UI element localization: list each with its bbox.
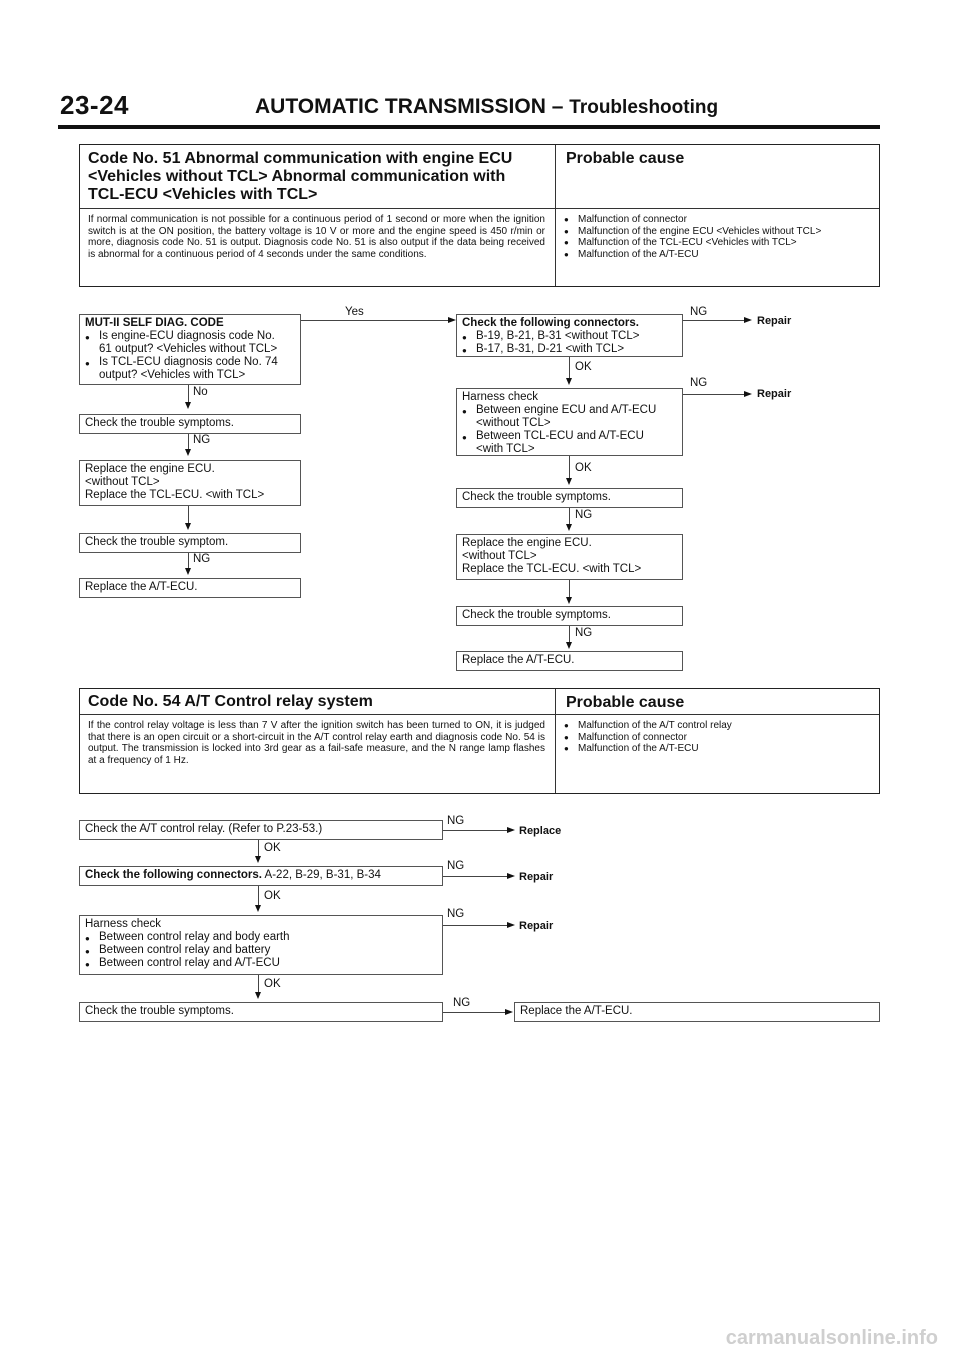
- ng-line: [443, 925, 509, 926]
- arrow-down: [185, 402, 191, 409]
- code54-probable-cause-label: Probable cause: [566, 694, 685, 711]
- code54-step2-rest: A-22, B-29, B-31, B-34: [262, 869, 381, 881]
- arrow-right: [744, 317, 752, 323]
- connector-item: ● B-17, B-31, D-21 <with TCL>: [462, 343, 677, 356]
- right-check-box-1: [456, 488, 683, 508]
- code51-description: If normal communication is not possible for a continuous period of 1 second or more when the ignition switch is at the ON position, the battery voltage is 10 V or more and the engine speed is 450 r/min or more, diagnosis code No. 51 is output. Diagnosis code No. 51 is also output if the data being received is abnormal for a continuous period of 4 seconds under the same conditions.: [88, 214, 545, 260]
- header-rule: [58, 125, 880, 129]
- repair-action: Repair: [519, 920, 554, 932]
- ng-label: NG: [447, 815, 465, 827]
- arrow-right: [448, 317, 456, 323]
- arrow-down: [255, 992, 261, 999]
- repair-action: Repair: [519, 871, 554, 883]
- code54-step1-box: [79, 820, 443, 840]
- repair-action: Repair: [757, 315, 792, 327]
- title-separator: –: [551, 95, 564, 118]
- right-replace-line: Replace the engine ECU.: [462, 537, 592, 549]
- code51-box: [79, 144, 880, 287]
- code54-divider: [555, 689, 556, 793]
- yes-line: [301, 320, 451, 321]
- harness-item-sub: <without TCL>: [476, 417, 551, 429]
- right-check-text-1: Check the trouble symptoms.: [462, 491, 611, 503]
- flow-line: [188, 434, 189, 450]
- left-replace-line: Replace the engine ECU.: [85, 463, 215, 475]
- code54-step2-bold: Check the following connectors.: [85, 869, 262, 881]
- left-replace-line: <without TCL>: [85, 476, 160, 488]
- cause-item: ● Malfunction of the engine ECU <Vehicles without TCL>: [564, 226, 821, 238]
- title-sub: Troubleshooting: [569, 97, 719, 118]
- ng-label: NG: [193, 553, 211, 565]
- ng-label: NG: [575, 509, 593, 521]
- ok-label: OK: [575, 462, 592, 474]
- flow-line: [258, 886, 259, 906]
- mut-item: [85, 330, 295, 356]
- left-check-text-1: Check the trouble symptoms.: [85, 417, 234, 429]
- arrow-down: [255, 856, 261, 863]
- code54-step3-box: [79, 915, 443, 975]
- cause-item: ● Malfunction of connector: [564, 214, 821, 226]
- ng-label: NG: [453, 997, 471, 1009]
- page-number: 23-24: [60, 90, 129, 120]
- arrow-down: [566, 478, 572, 485]
- right-replace-box-1: [456, 534, 683, 580]
- ng-label: NG: [193, 434, 211, 446]
- left-check-box-1: [79, 414, 301, 434]
- arrow-right: [507, 827, 515, 833]
- ok-label: OK: [264, 978, 281, 990]
- code54-box: [79, 688, 880, 794]
- page-title: [255, 95, 718, 119]
- code54-causes: [564, 720, 732, 755]
- cause-item: ● Malfunction of the A/T-ECU: [564, 249, 821, 261]
- right-check-box-2: [456, 606, 683, 626]
- ng-line: [683, 394, 746, 395]
- arrow-right: [507, 922, 515, 928]
- right-replace-text-2: Replace the A/T-ECU.: [462, 654, 575, 666]
- flow-line: [569, 357, 570, 379]
- harness-check-box: [456, 388, 683, 456]
- flow-line: [188, 506, 189, 524]
- ng-line: [443, 830, 509, 831]
- mut-item-line: Is engine-ECU diagnosis code No.: [99, 330, 275, 342]
- harness-check-title: Harness check: [462, 391, 539, 403]
- code54-step4-text: Check the trouble symptoms.: [85, 1005, 234, 1017]
- code54-step2-box: [79, 866, 443, 886]
- flow-line: [188, 553, 189, 569]
- flow-line: [188, 385, 189, 403]
- ng-label: NG: [447, 860, 465, 872]
- ok-label: OK: [264, 842, 281, 854]
- replace-atecu-box: [514, 1002, 880, 1022]
- arrow-right: [507, 873, 515, 879]
- code54-step2-text: [85, 869, 437, 882]
- ng-line: [443, 1012, 507, 1013]
- arrow-down: [566, 378, 572, 385]
- cause-item: ● Malfunction of connector: [564, 732, 732, 744]
- code51-title: Code No. 51 Abnormal communication with engine ECU <Vehicles without TCL> Abnormal communication with TCL-ECU <Vehicles with TCL>: [88, 150, 513, 203]
- code54-step3-title: Harness check: [85, 918, 162, 930]
- repair-action: Repair: [757, 388, 792, 400]
- flow-line: [569, 508, 570, 525]
- ok-label: OK: [575, 361, 592, 373]
- arrow-down: [566, 524, 572, 531]
- mut-item: [85, 356, 295, 382]
- arrow-right: [505, 1009, 513, 1015]
- left-replace-box-1: [79, 460, 301, 506]
- arrow-down: [566, 597, 572, 604]
- arrow-down: [566, 642, 572, 649]
- ng-label: NG: [575, 627, 593, 639]
- ng-label: NG: [690, 306, 708, 318]
- code54-step4-box: [79, 1002, 443, 1022]
- no-label: No: [193, 386, 208, 398]
- code51-causes: [564, 214, 821, 260]
- code54-step1-text: Check the A/T control relay. (Refer to P.23-53.): [85, 823, 323, 835]
- mut-item-line: Is TCL-ECU diagnosis code No. 74: [99, 356, 278, 368]
- yes-label: Yes: [345, 306, 364, 318]
- connector-check-title: Check the following connectors.: [462, 317, 639, 329]
- ok-label: OK: [264, 890, 281, 902]
- left-check-text-2: Check the trouble symptom.: [85, 536, 229, 548]
- harness-item: ● Between control relay and battery: [85, 944, 437, 957]
- harness-item: ● Between control relay and body earth: [85, 931, 437, 944]
- connector-item: ● B-19, B-21, B-31 <without TCL>: [462, 330, 677, 343]
- ng-label: NG: [447, 908, 465, 920]
- arrow-down: [185, 523, 191, 530]
- code51-probable-cause-label: Probable cause: [566, 150, 685, 167]
- ng-label: NG: [690, 377, 708, 389]
- watermark: carmanualsonline.info: [725, 1327, 938, 1349]
- right-replace-line: <without TCL>: [462, 550, 537, 562]
- ng-line: [443, 876, 509, 877]
- arrow-right: [744, 391, 752, 397]
- left-replace-line: Replace the TCL-ECU. <with TCL>: [85, 489, 265, 501]
- flow-line: [569, 626, 570, 643]
- code54-description: If the control relay voltage is less than 7 V after the ignition switch has been turned to ON, it is judged that there is an open circuit or a short-circuit in the A/T control relay earth and diagnosis code No. 54 is output. The transmission is locked into 3rd gear as a fail-safe measure, and the N range lamp flashes at a frequency of 1 Hz.: [88, 720, 545, 766]
- arrow-down: [185, 568, 191, 575]
- right-replace-box-2: [456, 651, 683, 671]
- mut-self-diag-box: [79, 314, 301, 385]
- connector-check-box: [456, 314, 683, 357]
- cause-item: ● Malfunction of the A/T control relay: [564, 720, 732, 732]
- flow-line: [569, 456, 570, 479]
- left-replace-text-2: Replace the A/T-ECU.: [85, 581, 198, 593]
- right-replace-line: Replace the TCL-ECU. <with TCL>: [462, 563, 642, 575]
- left-replace-box-2: [79, 578, 301, 598]
- code54-title: Code No. 54 A/T Control relay system: [88, 693, 373, 710]
- replace-atecu-text: Replace the A/T-ECU.: [520, 1005, 633, 1017]
- cause-item: ● Malfunction of the A/T-ECU: [564, 743, 732, 755]
- ng-line: [683, 320, 746, 321]
- harness-item: ● Between engine ECU and A/T-ECU: [462, 404, 677, 417]
- cause-item: ● Malfunction of the TCL-ECU <Vehicles with TCL>: [564, 237, 821, 249]
- harness-item: ● Between control relay and A/T-ECU: [85, 957, 437, 970]
- arrow-down: [255, 905, 261, 912]
- mut-item-line: 61 output? <Vehicles without TCL>: [99, 343, 278, 355]
- arrow-down: [185, 449, 191, 456]
- right-check-text-2: Check the trouble symptoms.: [462, 609, 611, 621]
- flow-line: [569, 580, 570, 598]
- title-main: AUTOMATIC TRANSMISSION: [255, 95, 546, 118]
- harness-item-sub: <with TCL>: [476, 443, 535, 455]
- flow-line: [258, 840, 259, 857]
- mut-title: MUT-II SELF DIAG. CODE: [85, 317, 224, 329]
- flow-line: [258, 975, 259, 993]
- left-check-box-2: [79, 533, 301, 553]
- mut-item-line: output? <Vehicles with TCL>: [99, 369, 246, 381]
- harness-item: ● Between TCL-ECU and A/T-ECU: [462, 430, 677, 443]
- replace-action: Replace: [519, 825, 562, 837]
